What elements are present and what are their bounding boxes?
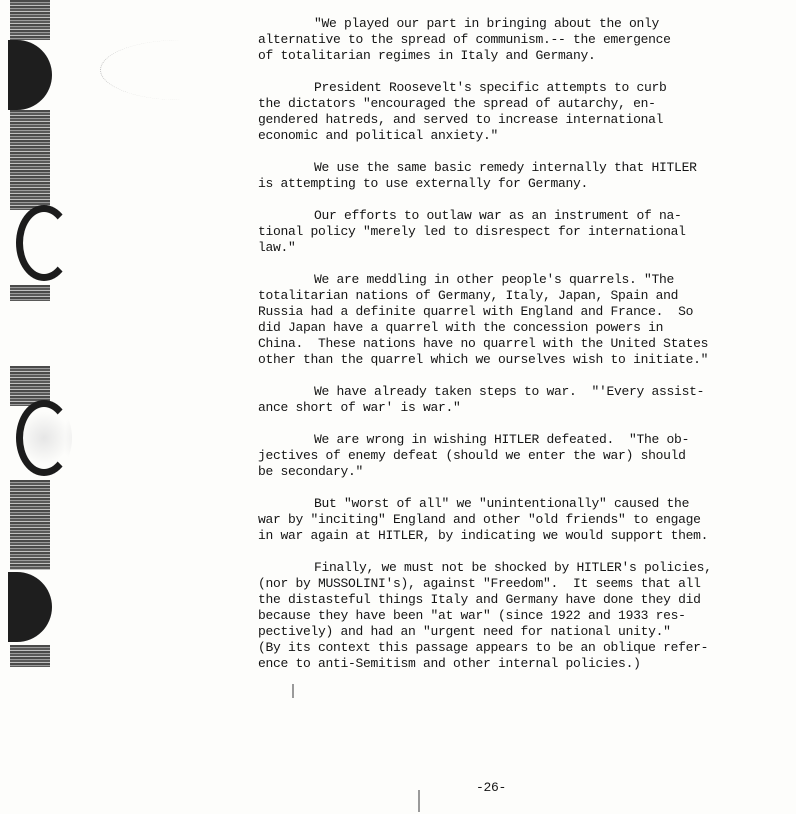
text-line: "We played our part in bringing about the only [314,16,660,31]
scan-speck [100,40,261,100]
scan-speck [418,790,420,812]
text-line: war by "inciting" England and other "old friends" to engage [258,512,701,527]
text-line: the dictators "encouraged the spread of autarchy, en- [258,96,656,111]
text-line: other than the quarrel which we ourselves wish to initiate." [258,352,709,367]
scan-speck [292,684,294,698]
punch-hole-icon [16,400,72,476]
text-line: ance short of war' is war." [258,400,461,415]
text-line: ence to anti-Semitism and other internal policies.) [258,656,641,671]
text-line: pectively) and had an "urgent need for national unity." [258,624,671,639]
text-line: Our efforts to outlaw war as an instrument of na- [314,208,682,223]
scan-band [10,0,50,40]
text-line: law." [258,240,296,255]
binder-notch [8,40,52,110]
scan-band [10,285,50,301]
text-line: because they have been "at war" (since 1922 and 1933 res- [258,608,686,623]
text-line: alternative to the spread of communism.-- the emergence [258,32,671,47]
scan-band [10,645,50,667]
binder-notch [8,572,52,642]
paragraph-3 [258,160,718,192]
text-line: We are wrong in wishing HITLER defeated. "The ob- [314,432,690,447]
text-line: economic and political anxiety." [258,128,499,143]
text-line: did Japan have a quarrel with the concession powers in [258,320,664,335]
text-line: is attempting to use externally for Germany. [258,176,589,191]
text-line: be secondary." [258,464,364,479]
text-line: Russia had a definite quarrel with England and France. So [258,304,694,319]
paragraph-2 [258,80,718,144]
text-line: jectives of enemy defeat (should we enter the war) should [258,448,686,463]
paragraph-4 [258,208,718,256]
text-line: We have already taken steps to war. "'Every assist- [314,384,705,399]
text-line: (By its context this passage appears to be an oblique refer- [258,640,709,655]
text-line: We are meddling in other people's quarrels. "The [314,272,675,287]
text-line: But "worst of all" we "unintentionally" caused the [314,496,690,511]
punch-hole-icon [16,205,72,281]
text-line: the distasteful things Italy and Germany have done they did [258,592,701,607]
paragraph-8 [258,496,718,544]
text-line: tional policy "merely led to disrespect for international [258,224,686,239]
paragraph-1 [258,16,718,64]
paragraph-5 [258,272,718,368]
text-line: President Roosevelt's specific attempts to curb [314,80,667,95]
binder-margin [8,0,50,690]
text-line: gendered hatreds, and served to increase international [258,112,664,127]
text-line: (nor by MUSSOLINI's), against "Freedom". It seems that all [258,576,701,591]
scan-band [10,110,50,210]
page-number: -26- [476,780,507,795]
text-line: Finally, we must not be shocked by HITLER's policies, [314,560,712,575]
paragraph-9 [258,560,718,672]
text-line: of totalitarian regimes in Italy and Germany. [258,48,596,63]
scan-band [10,480,50,570]
text-line: in war again at HITLER, by indicating we would support them. [258,528,709,543]
paragraph-6 [258,384,718,416]
paragraph-7 [258,432,718,480]
text-line: China. These nations have no quarrel with the United States [258,336,709,351]
typed-body [258,16,718,688]
text-line: totalitarian nations of Germany, Italy, Japan, Spain and [258,288,679,303]
text-line: We use the same basic remedy internally that HITLER [314,160,697,175]
